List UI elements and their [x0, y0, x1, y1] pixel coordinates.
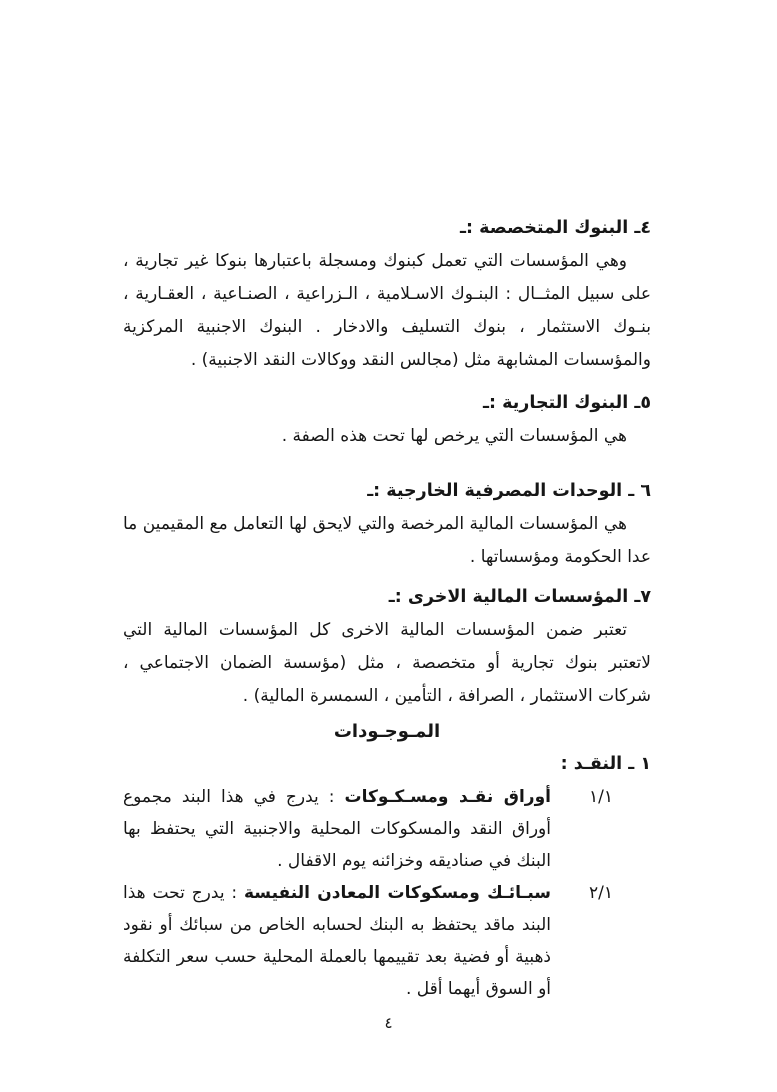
- item-text: يدرج في هذا البند مجموع أوراق النقد والمسكوكات المحلية والاجنبية التي يحتفظ بها البنك في صناديقه وخزائنه يوم الاقفال .: [123, 787, 551, 871]
- section-title: ٤ـ البنوك المتخصصة :ـ: [460, 218, 651, 238]
- section-body: تعتبر ضمن المؤسسات المالية الاخرى كل المؤسسات المالية التي لاتعتبر بنوك تجارية أو متخصصة ، مثل (مؤسسة الضمان الاجتماعي ، شركات الاستثمار ، الصرافة ، التأمين ، السمسرة المالية) .: [123, 620, 651, 706]
- section-commercial-banks: [123, 387, 651, 453]
- section-body: هي المؤسسات التي يرخص لها تحت هذه الصفة .: [281, 426, 627, 446]
- section-title: ٧ـ المؤسسات المالية الاخرى :ـ: [388, 587, 651, 607]
- item-separator: :: [224, 883, 244, 903]
- section-foreign-banking-units: [123, 475, 651, 574]
- cash-heading: ١ ـ النقـد :: [560, 754, 651, 774]
- item-text: يدرج تحت هذا البند ماقد يحتفظ به البنك لحسابه الخاص من سبائك أو نقود ذهبية أو فضية بعد تقييمها بالعملة المحلية حسب سعر التكلفة أو السوق أيهما أقل .: [123, 883, 551, 999]
- section-specialized-banks: [123, 212, 651, 377]
- item-title: أوراق نقـد ومسـكـوكات: [344, 787, 551, 807]
- item-number: ٢/١: [589, 883, 613, 903]
- section-other-financial-institutions: [123, 581, 651, 713]
- section-title: ٦ ـ الوحدات المصرفية الخارجية :ـ: [367, 481, 651, 501]
- item-body: [123, 781, 551, 877]
- assets-heading: المـوجـودات: [333, 721, 441, 742]
- list-item-cash-notes: [123, 781, 651, 877]
- item-number: ١/١: [589, 787, 613, 807]
- item-separator: :: [318, 787, 345, 807]
- item-title: سبـائـك ومسكوكات المعادن النفيسة: [244, 883, 552, 903]
- item-body: [123, 877, 551, 1005]
- section-body: وهي المؤسسات التي تعمل كبنوك ومسجلة باعتبارها بنوكا غير تجارية ، على سبيل المثــال : البنـوك الاسـلامية ، الـزراعية ، الصنـاعية ، العقـارية ، بنـوك الاستثمار ، بنوك التسليف والادخار . البنوك الاجنبية المركزية والمؤسسات المشابهة مثل (مجالس النقد ووكالات النقد الاجنبية) .: [123, 251, 651, 370]
- list-item-bullion: [123, 877, 651, 1005]
- page-content: [123, 212, 651, 1005]
- section-title: ٥ـ البنوك التجارية :ـ: [483, 393, 651, 413]
- section-body: هي المؤسسات المالية المرخصة والتي لايحق لها التعامل مع المقيمين ما عدا الحكومة ومؤسساتها .: [123, 514, 651, 567]
- page-number: ٤: [384, 1014, 393, 1032]
